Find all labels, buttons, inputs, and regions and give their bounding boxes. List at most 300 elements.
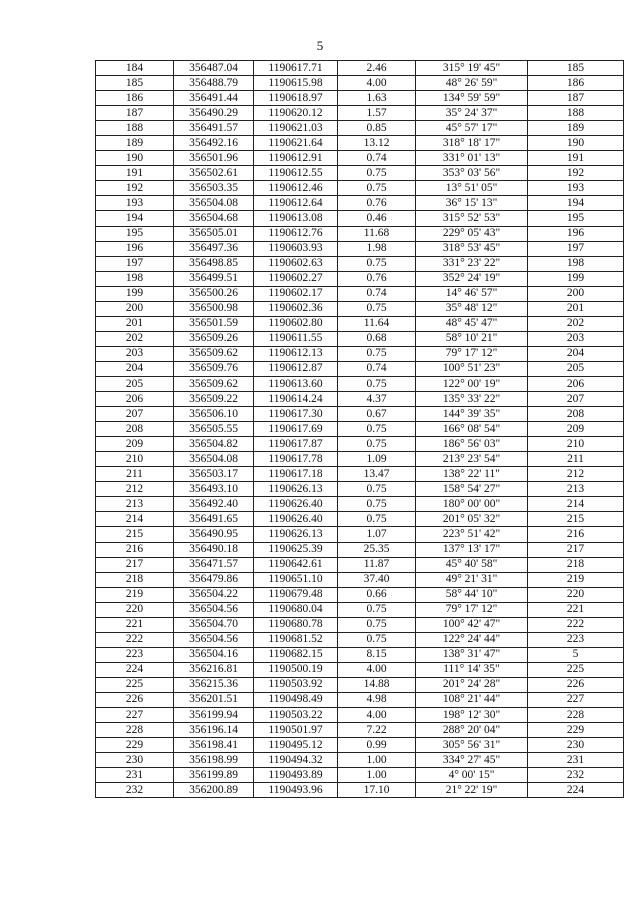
table-row: [96, 407, 624, 422]
distance-cell: 0.75: [338, 301, 416, 316]
y-coordinate-cell: 1190617.69: [254, 422, 338, 437]
next-point-cell: 209: [528, 422, 624, 437]
distance-cell: 25.35: [338, 542, 416, 557]
next-point-cell: 230: [528, 738, 624, 753]
next-point-cell: 203: [528, 331, 624, 346]
y-coordinate-cell: 1190679.48: [254, 587, 338, 602]
x-coordinate-cell: 356471.57: [174, 557, 254, 572]
bearing-cell: 45° 57' 17": [416, 121, 528, 136]
next-point-cell: 213: [528, 482, 624, 497]
distance-cell: 0.75: [338, 166, 416, 181]
x-coordinate-cell: 356492.40: [174, 497, 254, 512]
bearing-cell: 100° 42' 47": [416, 617, 528, 632]
point-number-cell: 199: [96, 286, 174, 301]
distance-cell: 11.87: [338, 557, 416, 572]
table-row: [96, 271, 624, 286]
next-point-cell: 222: [528, 617, 624, 632]
point-number-cell: 219: [96, 587, 174, 602]
distance-cell: 0.74: [338, 151, 416, 166]
bearing-cell: 223° 51' 42": [416, 527, 528, 542]
next-point-cell: 192: [528, 166, 624, 181]
x-coordinate-cell: 356479.86: [174, 572, 254, 587]
y-coordinate-cell: 1190612.87: [254, 361, 338, 376]
y-coordinate-cell: 1190621.64: [254, 136, 338, 151]
bearing-cell: 158° 54' 27": [416, 482, 528, 497]
distance-cell: 0.75: [338, 256, 416, 271]
x-coordinate-cell: 356509.22: [174, 392, 254, 407]
bearing-cell: 331° 01' 13": [416, 151, 528, 166]
table-row: [96, 602, 624, 617]
y-coordinate-cell: 1190493.89: [254, 768, 338, 783]
point-number-cell: 218: [96, 572, 174, 587]
table-row: [96, 166, 624, 181]
bearing-cell: 213° 23' 54": [416, 452, 528, 467]
table-row: [96, 708, 624, 723]
table-row: [96, 647, 624, 662]
x-coordinate-cell: 356492.16: [174, 136, 254, 151]
point-number-cell: 222: [96, 632, 174, 647]
bearing-cell: 137° 13' 17": [416, 542, 528, 557]
distance-cell: 0.75: [338, 497, 416, 512]
y-coordinate-cell: 1190612.13: [254, 346, 338, 361]
table-row: [96, 768, 624, 783]
point-number-cell: 211: [96, 467, 174, 482]
point-number-cell: 197: [96, 256, 174, 271]
table-row: [96, 226, 624, 241]
bearing-cell: 108° 21' 44": [416, 692, 528, 707]
point-number-cell: 232: [96, 783, 174, 798]
table-row: [96, 136, 624, 151]
y-coordinate-cell: 1190602.36: [254, 301, 338, 316]
y-coordinate-cell: 1190494.32: [254, 753, 338, 768]
point-number-cell: 207: [96, 407, 174, 422]
bearing-cell: 198° 12' 30": [416, 708, 528, 723]
x-coordinate-cell: 356500.26: [174, 286, 254, 301]
next-point-cell: 201: [528, 301, 624, 316]
bearing-cell: 122° 24' 44": [416, 632, 528, 647]
table-row: [96, 346, 624, 361]
point-number-cell: 229: [96, 738, 174, 753]
next-point-cell: 210: [528, 437, 624, 452]
x-coordinate-cell: 356504.82: [174, 437, 254, 452]
x-coordinate-cell: 356487.04: [174, 61, 254, 76]
bearing-cell: 45° 40' 58": [416, 557, 528, 572]
point-number-cell: 187: [96, 106, 174, 121]
next-point-cell: 193: [528, 181, 624, 196]
point-number-cell: 227: [96, 708, 174, 723]
x-coordinate-cell: 356201.51: [174, 692, 254, 707]
table-row: [96, 692, 624, 707]
next-point-cell: 217: [528, 542, 624, 557]
next-point-cell: 206: [528, 376, 624, 391]
coordinates-table-body: [96, 61, 624, 798]
table-row: [96, 392, 624, 407]
point-number-cell: 215: [96, 527, 174, 542]
next-point-cell: 219: [528, 572, 624, 587]
distance-cell: 4.00: [338, 662, 416, 677]
next-point-cell: 211: [528, 452, 624, 467]
y-coordinate-cell: 1190602.63: [254, 256, 338, 271]
table-row: [96, 76, 624, 91]
table-row: [96, 527, 624, 542]
distance-cell: 37.40: [338, 572, 416, 587]
y-coordinate-cell: 1190501.97: [254, 723, 338, 738]
x-coordinate-cell: 356497.36: [174, 241, 254, 256]
next-point-cell: 204: [528, 346, 624, 361]
y-coordinate-cell: 1190611.55: [254, 331, 338, 346]
next-point-cell: 190: [528, 136, 624, 151]
x-coordinate-cell: 356505.55: [174, 422, 254, 437]
next-point-cell: 195: [528, 211, 624, 226]
point-number-cell: 214: [96, 512, 174, 527]
next-point-cell: 202: [528, 316, 624, 331]
table-row: [96, 422, 624, 437]
x-coordinate-cell: 356198.41: [174, 738, 254, 753]
bearing-cell: 180° 00' 00": [416, 497, 528, 512]
distance-cell: 0.75: [338, 602, 416, 617]
bearing-cell: 186° 56' 03": [416, 437, 528, 452]
table-row: [96, 376, 624, 391]
bearing-cell: 331° 23' 22": [416, 256, 528, 271]
table-row: [96, 512, 624, 527]
bearing-cell: 353° 03' 56": [416, 166, 528, 181]
y-coordinate-cell: 1190626.13: [254, 482, 338, 497]
next-point-cell: 227: [528, 692, 624, 707]
next-point-cell: 191: [528, 151, 624, 166]
point-number-cell: 230: [96, 753, 174, 768]
table-row: [96, 196, 624, 211]
table-row: [96, 723, 624, 738]
next-point-cell: 5: [528, 647, 624, 662]
next-point-cell: 189: [528, 121, 624, 136]
distance-cell: 0.67: [338, 407, 416, 422]
y-coordinate-cell: 1190617.18: [254, 467, 338, 482]
y-coordinate-cell: 1190612.64: [254, 196, 338, 211]
table-row: [96, 301, 624, 316]
bearing-cell: 58° 10' 21": [416, 331, 528, 346]
x-coordinate-cell: 356216.81: [174, 662, 254, 677]
table-row: [96, 753, 624, 768]
bearing-cell: 21° 22' 19": [416, 783, 528, 798]
bearing-cell: 122° 00' 19": [416, 376, 528, 391]
table-row: [96, 241, 624, 256]
distance-cell: 0.75: [338, 512, 416, 527]
x-coordinate-cell: 356500.98: [174, 301, 254, 316]
table-row: [96, 738, 624, 753]
point-number-cell: 202: [96, 331, 174, 346]
table-row: [96, 361, 624, 376]
x-coordinate-cell: 356504.56: [174, 602, 254, 617]
point-number-cell: 186: [96, 91, 174, 106]
distance-cell: 0.75: [338, 632, 416, 647]
point-number-cell: 201: [96, 316, 174, 331]
y-coordinate-cell: 1190500.19: [254, 662, 338, 677]
table-row: [96, 617, 624, 632]
distance-cell: 0.75: [338, 422, 416, 437]
y-coordinate-cell: 1190614.24: [254, 392, 338, 407]
x-coordinate-cell: 356509.26: [174, 331, 254, 346]
point-number-cell: 224: [96, 662, 174, 677]
next-point-cell: 196: [528, 226, 624, 241]
bearing-cell: 201° 05' 32": [416, 512, 528, 527]
distance-cell: 0.75: [338, 376, 416, 391]
x-coordinate-cell: 356509.76: [174, 361, 254, 376]
bearing-cell: 13° 51' 05": [416, 181, 528, 196]
distance-cell: 0.46: [338, 211, 416, 226]
point-number-cell: 208: [96, 422, 174, 437]
x-coordinate-cell: 356506.10: [174, 407, 254, 422]
x-coordinate-cell: 356491.65: [174, 512, 254, 527]
table-row: [96, 662, 624, 677]
y-coordinate-cell: 1190642.61: [254, 557, 338, 572]
x-coordinate-cell: 356493.10: [174, 482, 254, 497]
table-row: [96, 106, 624, 121]
point-number-cell: 212: [96, 482, 174, 497]
x-coordinate-cell: 356504.08: [174, 452, 254, 467]
distance-cell: 0.74: [338, 361, 416, 376]
distance-cell: 0.74: [338, 286, 416, 301]
point-number-cell: 226: [96, 692, 174, 707]
y-coordinate-cell: 1190503.92: [254, 677, 338, 692]
x-coordinate-cell: 356503.17: [174, 467, 254, 482]
distance-cell: 4.00: [338, 708, 416, 723]
bearing-cell: 79° 17' 12": [416, 346, 528, 361]
x-coordinate-cell: 356503.35: [174, 181, 254, 196]
y-coordinate-cell: 1190617.78: [254, 452, 338, 467]
table-row: [96, 437, 624, 452]
next-point-cell: 225: [528, 662, 624, 677]
point-number-cell: 231: [96, 768, 174, 783]
distance-cell: 1.98: [338, 241, 416, 256]
table-row: [96, 587, 624, 602]
bearing-cell: 35° 48' 12": [416, 301, 528, 316]
table-row: [96, 256, 624, 271]
bearing-cell: 135° 33' 22": [416, 392, 528, 407]
table-row: [96, 557, 624, 572]
point-number-cell: 213: [96, 497, 174, 512]
next-point-cell: 216: [528, 527, 624, 542]
distance-cell: 14.88: [338, 677, 416, 692]
next-point-cell: 187: [528, 91, 624, 106]
bearing-cell: 352° 24' 19": [416, 271, 528, 286]
x-coordinate-cell: 356490.29: [174, 106, 254, 121]
table-row: [96, 331, 624, 346]
distance-cell: 0.75: [338, 346, 416, 361]
next-point-cell: 220: [528, 587, 624, 602]
point-number-cell: 190: [96, 151, 174, 166]
table-row: [96, 91, 624, 106]
y-coordinate-cell: 1190617.71: [254, 61, 338, 76]
y-coordinate-cell: 1190626.13: [254, 527, 338, 542]
x-coordinate-cell: 356504.16: [174, 647, 254, 662]
distance-cell: 2.46: [338, 61, 416, 76]
x-coordinate-cell: 356504.68: [174, 211, 254, 226]
distance-cell: 13.47: [338, 467, 416, 482]
table-row: [96, 783, 624, 798]
distance-cell: 0.75: [338, 617, 416, 632]
bearing-cell: 4° 00' 15": [416, 768, 528, 783]
point-number-cell: 217: [96, 557, 174, 572]
point-number-cell: 195: [96, 226, 174, 241]
bearing-cell: 58° 44' 10": [416, 587, 528, 602]
point-number-cell: 188: [96, 121, 174, 136]
bearing-cell: 100° 51' 23": [416, 361, 528, 376]
y-coordinate-cell: 1190625.39: [254, 542, 338, 557]
distance-cell: 1.63: [338, 91, 416, 106]
bearing-cell: 79° 17' 12": [416, 602, 528, 617]
y-coordinate-cell: 1190626.40: [254, 512, 338, 527]
distance-cell: 1.00: [338, 753, 416, 768]
table-row: [96, 181, 624, 196]
bearing-cell: 48° 26' 59": [416, 76, 528, 91]
y-coordinate-cell: 1190617.87: [254, 437, 338, 452]
x-coordinate-cell: 356198.99: [174, 753, 254, 768]
y-coordinate-cell: 1190602.80: [254, 316, 338, 331]
bearing-cell: 144° 39' 35": [416, 407, 528, 422]
next-point-cell: 199: [528, 271, 624, 286]
y-coordinate-cell: 1190680.78: [254, 617, 338, 632]
bearing-cell: 315° 52' 53": [416, 211, 528, 226]
point-number-cell: 210: [96, 452, 174, 467]
y-coordinate-cell: 1190621.03: [254, 121, 338, 136]
bearing-cell: 315° 19' 45": [416, 61, 528, 76]
next-point-cell: 226: [528, 677, 624, 692]
x-coordinate-cell: 356504.08: [174, 196, 254, 211]
point-number-cell: 220: [96, 602, 174, 617]
point-number-cell: 200: [96, 301, 174, 316]
table-row: [96, 497, 624, 512]
y-coordinate-cell: 1190493.96: [254, 783, 338, 798]
table-row: [96, 151, 624, 166]
table-row: [96, 452, 624, 467]
x-coordinate-cell: 356491.44: [174, 91, 254, 106]
table-row: [96, 316, 624, 331]
distance-cell: 11.68: [338, 226, 416, 241]
y-coordinate-cell: 1190498.49: [254, 692, 338, 707]
table-row: [96, 467, 624, 482]
next-point-cell: 200: [528, 286, 624, 301]
distance-cell: 0.76: [338, 196, 416, 211]
distance-cell: 1.07: [338, 527, 416, 542]
point-number-cell: 185: [96, 76, 174, 91]
bearing-cell: 318° 53' 45": [416, 241, 528, 256]
bearing-cell: 35° 24' 37": [416, 106, 528, 121]
distance-cell: 11.64: [338, 316, 416, 331]
x-coordinate-cell: 356501.96: [174, 151, 254, 166]
bearing-cell: 111° 14' 35": [416, 662, 528, 677]
distance-cell: 0.85: [338, 121, 416, 136]
x-coordinate-cell: 356200.89: [174, 783, 254, 798]
point-number-cell: 205: [96, 376, 174, 391]
next-point-cell: 229: [528, 723, 624, 738]
y-coordinate-cell: 1190602.27: [254, 271, 338, 286]
distance-cell: 8.15: [338, 647, 416, 662]
x-coordinate-cell: 356504.70: [174, 617, 254, 632]
x-coordinate-cell: 356490.95: [174, 527, 254, 542]
bearing-cell: 318° 18' 17": [416, 136, 528, 151]
coordinates-table: [95, 60, 624, 798]
distance-cell: 0.75: [338, 181, 416, 196]
distance-cell: 1.09: [338, 452, 416, 467]
next-point-cell: 205: [528, 361, 624, 376]
x-coordinate-cell: 356196.14: [174, 723, 254, 738]
table-row: [96, 677, 624, 692]
table-row: [96, 572, 624, 587]
bearing-cell: 305° 56' 31": [416, 738, 528, 753]
table-row: [96, 542, 624, 557]
x-coordinate-cell: 356509.62: [174, 376, 254, 391]
bearing-cell: 166° 08' 54": [416, 422, 528, 437]
distance-cell: 7.22: [338, 723, 416, 738]
point-number-cell: 216: [96, 542, 174, 557]
y-coordinate-cell: 1190612.55: [254, 166, 338, 181]
x-coordinate-cell: 356504.56: [174, 632, 254, 647]
x-coordinate-cell: 356199.94: [174, 708, 254, 723]
point-number-cell: 206: [96, 392, 174, 407]
table-row: [96, 632, 624, 647]
x-coordinate-cell: 356501.59: [174, 316, 254, 331]
y-coordinate-cell: 1190612.91: [254, 151, 338, 166]
distance-cell: 0.66: [338, 587, 416, 602]
point-number-cell: 221: [96, 617, 174, 632]
bearing-cell: 48° 45' 47": [416, 316, 528, 331]
next-point-cell: 188: [528, 106, 624, 121]
table-row: [96, 211, 624, 226]
x-coordinate-cell: 356498.85: [174, 256, 254, 271]
table-row: [96, 482, 624, 497]
y-coordinate-cell: 1190613.08: [254, 211, 338, 226]
bearing-cell: 138° 31' 47": [416, 647, 528, 662]
table-row: [96, 61, 624, 76]
distance-cell: 0.99: [338, 738, 416, 753]
next-point-cell: 198: [528, 256, 624, 271]
bearing-cell: 334° 27' 45": [416, 753, 528, 768]
x-coordinate-cell: 356504.22: [174, 587, 254, 602]
y-coordinate-cell: 1190615.98: [254, 76, 338, 91]
y-coordinate-cell: 1190602.17: [254, 286, 338, 301]
point-number-cell: 192: [96, 181, 174, 196]
distance-cell: 4.37: [338, 392, 416, 407]
point-number-cell: 196: [96, 241, 174, 256]
y-coordinate-cell: 1190612.46: [254, 181, 338, 196]
bearing-cell: 138° 22' 11": [416, 467, 528, 482]
bearing-cell: 288° 20' 04": [416, 723, 528, 738]
point-number-cell: 204: [96, 361, 174, 376]
distance-cell: 0.75: [338, 482, 416, 497]
x-coordinate-cell: 356505.01: [174, 226, 254, 241]
y-coordinate-cell: 1190651.10: [254, 572, 338, 587]
x-coordinate-cell: 356509.62: [174, 346, 254, 361]
next-point-cell: 186: [528, 76, 624, 91]
y-coordinate-cell: 1190681.52: [254, 632, 338, 647]
distance-cell: 4.00: [338, 76, 416, 91]
next-point-cell: 231: [528, 753, 624, 768]
point-number-cell: 203: [96, 346, 174, 361]
bearing-cell: 201° 24' 28": [416, 677, 528, 692]
bearing-cell: 36° 15' 13": [416, 196, 528, 211]
x-coordinate-cell: 356491.57: [174, 121, 254, 136]
distance-cell: 1.00: [338, 768, 416, 783]
point-number-cell: 198: [96, 271, 174, 286]
distance-cell: 1.57: [338, 106, 416, 121]
distance-cell: 4.98: [338, 692, 416, 707]
y-coordinate-cell: 1190626.40: [254, 497, 338, 512]
y-coordinate-cell: 1190682.15: [254, 647, 338, 662]
table-row: [96, 121, 624, 136]
point-number-cell: 189: [96, 136, 174, 151]
bearing-cell: 229° 05' 43": [416, 226, 528, 241]
point-number-cell: 228: [96, 723, 174, 738]
